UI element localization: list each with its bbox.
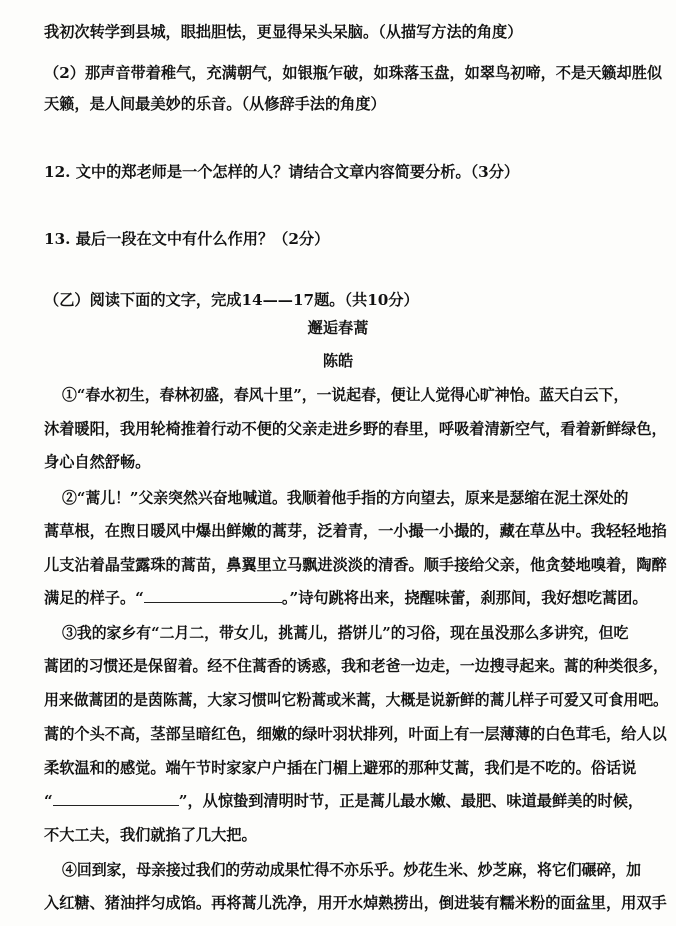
answer-line: （2）那声音带着稚气，充满朝气，如银瓶乍破，如珠落玉盘，如翠鸟初啼，不是天籁却胜似 bbox=[44, 64, 663, 82]
answer-line: 我初次转学到县城，眼拙胆怯，更显得呆头呆脑。（从描写方法的角度） bbox=[44, 23, 523, 41]
section-header: （乙）阅读下面的文字，完成14——17题。（共10分） bbox=[44, 291, 419, 309]
text-segment: 满足的样子。“ bbox=[44, 589, 144, 607]
text-segment: 。”诗句跳将出来，挠醒味蕾，刹那间，我好想吃蒿团。 bbox=[281, 589, 648, 607]
paragraph-line: 蒿的个头不高，茎部呈暗红色，细嫩的绿叶羽状排列，叶面上有一层薄薄的白色茸毛，给人以 bbox=[44, 725, 667, 743]
paragraph-line: 入红糖、猪油拌匀成馅。再将蒿儿洗净，用开水焯熟捞出，倒进装有糯米粉的面盆里，用双手 bbox=[44, 894, 667, 912]
passage-author: 陈皓 bbox=[322, 352, 354, 370]
paragraph-line: 蒿团的习惯还是保留着。经不住蒿香的诱惑，我和老爸一边走，一边搜寻起来。蒿的种类很多， bbox=[44, 657, 668, 675]
paragraph-line: ②“蒿儿！”父亲突然兴奋地喊道。我顺着他手指的方向望去，原来是瑟缩在泥土深处的 bbox=[62, 489, 629, 507]
fill-in-blank bbox=[144, 588, 282, 603]
paragraph-line: 身心自然舒畅。 bbox=[44, 453, 151, 471]
paragraph-line: 不大工夫，我们就掐了几大把。 bbox=[44, 826, 257, 844]
fill-in-blank bbox=[53, 791, 179, 806]
paragraph-line: 柔软温和的感觉。端午节时家家户户插在门楣上避邪的那种艾蒿，我们是不吃的。俗话说 bbox=[44, 759, 637, 777]
text-segment: ”，从惊蛰到清明时节，正是蒿儿最水嫩、最肥、味道最鲜美的时候， bbox=[178, 792, 644, 810]
text-segment: “ bbox=[44, 792, 53, 810]
paragraph-line-with-blank bbox=[44, 588, 664, 608]
paragraph-line: 儿支沾着晶莹露珠的蒿苗，鼻翼里立马飘进淡淡的清香。顺手接给父亲，他贪婪地嗅着，陶醉 bbox=[44, 556, 667, 574]
question-12: 12. 文中的郑老师是一个怎样的人？请结合文章内容简要分析。（3分） bbox=[44, 163, 520, 181]
paragraph-line: ①“春水初生，春林初盛，春风十里”，一说起春，便让人觉得心旷神怡。蓝天白云下， bbox=[62, 386, 629, 404]
paragraph-line: ④回到家，母亲接过我们的劳动成果忙得不亦乐乎。炒花生米、炒芝麻，将它们碾碎，加 bbox=[62, 861, 641, 879]
paragraph-line: 沐着暖阳，我用轮椅推着行动不便的父亲走进乡野的春里，呼吸着清新空气，看着新鲜绿色， bbox=[44, 420, 667, 438]
question-13: 13. 最后一段在文中有什么作用？（2分） bbox=[44, 230, 330, 248]
paragraph-line-with-blank bbox=[44, 791, 664, 811]
paragraph-line: 用来做蒿团的是茵陈蒿，大家习惯叫它粉蒿或米蒿，大概是说新鲜的蒿儿样子可爱又可食用吧。 bbox=[44, 691, 668, 709]
passage-title: 邂逅春蒿 bbox=[307, 319, 369, 337]
paragraph-line: ③我的家乡有“二月二，带女儿，挑蒿儿，搭饼儿”的习俗，现在虽没那么多讲究，但吃 bbox=[62, 624, 629, 642]
paragraph-line: 蒿草根，在煦日暖风中爆出鲜嫩的蒿芽，泛着青，一小撮一小撮的，藏在草丛中。我轻轻地掐 bbox=[44, 522, 667, 540]
answer-line: 天籁，是人间最美妙的乐音。（从修辞手法的角度） bbox=[44, 95, 386, 113]
